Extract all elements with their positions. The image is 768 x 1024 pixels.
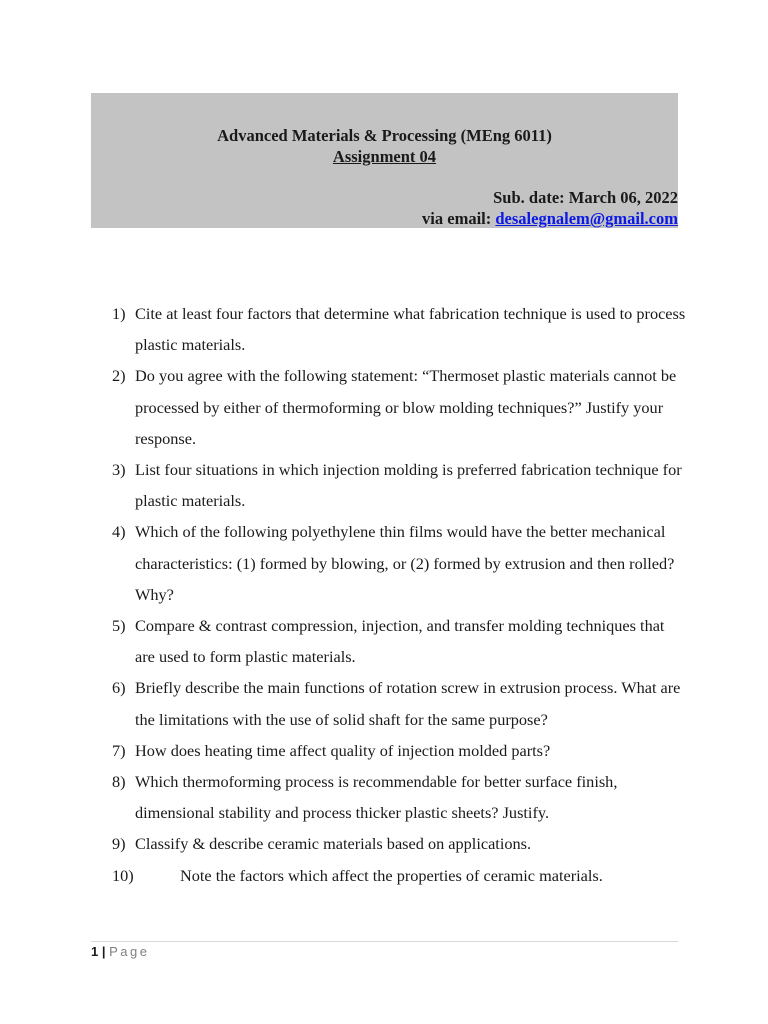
question-text: Briefly describe the main functions of rotation screw in extrusion process. What are the limitations with the use of solid shaft for the same purpose? [135,678,681,729]
email-link[interactable]: desalegnalem@gmail.com [495,209,678,228]
page-footer [91,943,149,961]
question-item [112,360,687,454]
question-item [112,454,687,516]
page-separator: | [98,944,110,959]
question-text: Note the factors which affect the properties of ceramic materials. [180,865,603,885]
question-item [112,860,687,891]
question-text: Do you agree with the following statement: “Thermoset plastic materials cannot be processed by either of thermoforming or blow molding techniques?” Justify your response. [135,366,677,448]
question-item [112,672,687,734]
question-number: 2) [112,366,126,386]
course-title: Advanced Materials & Processing (MEng 6011) [217,126,552,145]
assignment-title: Assignment 04 [332,147,437,166]
question-item [112,766,687,828]
question-text: How does heating time affect quality of injection molded parts? [135,740,551,760]
question-number: 6) [112,678,126,698]
email-line [422,209,678,229]
email-label: via email: [422,209,496,228]
page-number: 1 [91,944,99,959]
question-number: 5) [112,616,126,636]
question-number: 10) [112,865,134,885]
question-number: 9) [112,834,126,854]
question-text: Cite at least four factors that determine what fabrication technique is used to process plastic materials. [135,304,686,355]
question-item [112,610,687,672]
question-text: Which of the following polyethylene thin films would have the better mechanical characteristics: (1) formed by blowing, or (2) formed by extrusion and then rolled? Why? [135,522,675,604]
question-text: Compare & contrast compression, injection, and transfer molding techniques that are used to form plastic materials. [135,616,665,667]
question-item [112,735,687,766]
question-text: List four situations in which injection molding is preferred fabrication technique for plastic materials. [135,460,682,511]
footer-divider [91,941,678,942]
question-item [112,516,687,610]
page-label: Page [109,944,150,959]
question-list [112,298,687,891]
question-number: 1) [112,304,126,323]
question-text: Classify & describe ceramic materials based on applications. [135,834,532,854]
question-number: 4) [112,522,126,542]
submission-date: Sub. date: March 06, 2022 [493,188,678,207]
question-text: Which thermoforming process is recommendable for better surface finish, dimensional stability and process thicker plastic sheets? Justify. [135,772,618,823]
question-item [112,298,687,360]
question-item [112,828,687,859]
question-number: 8) [112,772,126,792]
question-number: 3) [112,460,126,480]
assignment-header [91,93,678,228]
question-number: 7) [112,740,126,760]
